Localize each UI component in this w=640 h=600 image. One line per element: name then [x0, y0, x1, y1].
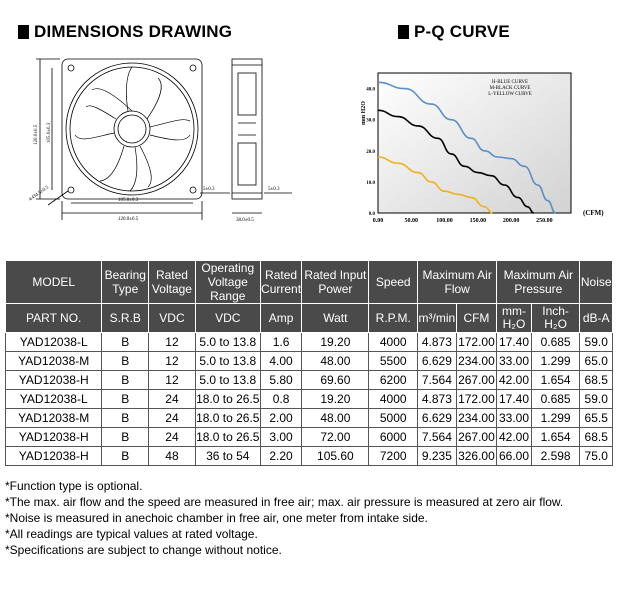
table-cell: 18.0 to 26.5: [195, 390, 260, 409]
table-cell: 59.0: [580, 333, 613, 352]
legend: [488, 80, 532, 97]
table-cell: B: [102, 390, 149, 409]
pq-title: [398, 22, 510, 42]
table-cell: 4.00: [260, 352, 302, 371]
col-bearing-type: Bearing Type: [102, 261, 149, 304]
x-tick-label: 200.00: [502, 218, 520, 224]
unit-watt: Watt: [302, 304, 369, 333]
table-cell: 33.00: [497, 352, 532, 371]
table-cell: YAD12038-H: [6, 428, 102, 447]
table-cell: 65.0: [580, 352, 613, 371]
table-cell: 0.685: [531, 333, 580, 352]
col-max-air-flow: Maximum Air Flow: [418, 261, 497, 304]
table-cell: 24: [149, 390, 196, 409]
table-cell: 48: [149, 447, 196, 466]
table-cell: 33.00: [497, 409, 532, 428]
col-max-air-pressure: Maximum Air Pressure: [497, 261, 580, 304]
unit-amp: Amp: [260, 304, 302, 333]
table-row: [6, 371, 613, 390]
col-rated-current: Rated Current: [260, 261, 302, 304]
x-tick-label: 100.00: [436, 218, 453, 224]
table-cell: B: [102, 352, 149, 371]
title-square-icon: [18, 25, 29, 39]
label-depth: 38.0±0.5: [236, 218, 254, 223]
unit-part-no: PART NO.: [6, 304, 102, 333]
unit-rpm: R.P.M.: [369, 304, 418, 333]
table-row: [6, 333, 613, 352]
table-cell: 66.00: [497, 447, 532, 466]
note-item: *Function type is optional.: [5, 479, 143, 493]
table-cell: 1.6: [260, 333, 302, 352]
table-cell: 69.60: [302, 371, 369, 390]
table-cell: 19.20: [302, 390, 369, 409]
table-cell: 4.873: [418, 333, 457, 352]
pq-chart: [345, 55, 620, 235]
table-cell: 9.235: [418, 447, 457, 466]
legend-item-yellow: L-YELLOW CURVE: [488, 92, 532, 97]
col-operating-voltage: Operating Voltage Range: [195, 261, 260, 304]
col-model: MODEL: [6, 261, 102, 304]
note-item: *All readings are typical values at rated voltage.: [5, 527, 258, 541]
table-cell: 5.0 to 13.8: [195, 333, 260, 352]
table-cell: 17.40: [497, 390, 532, 409]
table-cell: 7.564: [418, 428, 457, 447]
legend-item-black: M-BLACK CURVE: [489, 86, 531, 91]
unit-cfm: CFM: [456, 304, 497, 333]
label-height-hole: 105.0±0.3: [47, 122, 52, 143]
table-row: [6, 428, 613, 447]
table-cell: YAD12038-H: [6, 447, 102, 466]
table-cell: 1.654: [531, 371, 580, 390]
table-cell: 0.8: [260, 390, 302, 409]
y-tick-label: 40.0: [366, 87, 375, 93]
table-cell: 0.685: [531, 390, 580, 409]
table-cell: 7.564: [418, 371, 457, 390]
note-item: *The max. air flow and the speed are measured in free air; max. air pressure is measured at zero air flow.: [5, 495, 564, 509]
label-flange: 5±0.3: [203, 187, 215, 192]
table-header-row-2: [6, 304, 613, 333]
table-cell: 5500: [369, 352, 418, 371]
table-cell: 36 to 54: [195, 447, 260, 466]
table-cell: 3.00: [260, 428, 302, 447]
table-cell: 72.00: [302, 428, 369, 447]
y-tick-label: 20.0: [366, 149, 375, 155]
table-row: [6, 352, 613, 371]
dimensions-title: [18, 22, 232, 42]
table-cell: B: [102, 447, 149, 466]
table-cell: 12: [149, 333, 196, 352]
col-rated-input-power: Rated Input Power: [302, 261, 369, 304]
notes: [5, 478, 563, 558]
spec-table: [5, 260, 613, 466]
table-cell: 6000: [369, 428, 418, 447]
table-cell: B: [102, 409, 149, 428]
table-cell: 105.60: [302, 447, 369, 466]
table-cell: 2.598: [531, 447, 580, 466]
table-cell: 5.0 to 13.8: [195, 352, 260, 371]
y-tick-label: 10.0: [366, 180, 375, 186]
table-cell: 267.00: [456, 428, 497, 447]
table-header-row-1: [6, 261, 613, 304]
unit-srb: S.R.B: [102, 304, 149, 333]
table-cell: 18.0 to 26.5: [195, 409, 260, 428]
dimensions-drawing: [0, 45, 300, 225]
table-cell: 5000: [369, 409, 418, 428]
table-cell: YAD12038-M: [6, 409, 102, 428]
table-cell: 2.20: [260, 447, 302, 466]
table-cell: 24: [149, 428, 196, 447]
table-cell: B: [102, 371, 149, 390]
table-row: [6, 390, 613, 409]
y-axis-label: mm H2O: [361, 101, 367, 125]
x-tick-label: 150.00: [469, 218, 487, 224]
table-cell: 4000: [369, 333, 418, 352]
unit-dba: dB-A: [580, 304, 613, 333]
table-row: [6, 447, 613, 466]
label-hole-dia: 4-Ø4.5±0.3: [28, 185, 51, 203]
table-cell: B: [102, 428, 149, 447]
table-cell: 267.00: [456, 371, 497, 390]
table-cell: 68.5: [580, 371, 613, 390]
table-cell: 4.873: [418, 390, 457, 409]
table-cell: 59.0: [580, 390, 613, 409]
label-flange-side: 5±0.3: [268, 187, 280, 192]
table-cell: 234.00: [456, 409, 497, 428]
x-tick-label: 0.00: [372, 218, 384, 224]
table-cell: YAD12038-H: [6, 371, 102, 390]
col-speed: Speed: [369, 261, 418, 304]
table-cell: 7200: [369, 447, 418, 466]
x-axis-label: (CFM): [583, 209, 604, 217]
table-cell: 6.629: [418, 352, 457, 371]
table-cell: 2.00: [260, 409, 302, 428]
table-cell: B: [102, 333, 149, 352]
pq-title-text: P-Q CURVE: [414, 22, 510, 41]
unit-m3-min: m³/min: [418, 304, 457, 333]
y-tick-label: 30.0: [366, 118, 375, 124]
table-cell: 1.654: [531, 428, 580, 447]
table-cell: 172.00: [456, 333, 497, 352]
table-cell: 68.5: [580, 428, 613, 447]
table-cell: 172.00: [456, 390, 497, 409]
table-cell: 1.299: [531, 352, 580, 371]
note-item: *Noise is measured in anechoic chamber in free air, one meter from intake side.: [5, 511, 428, 525]
title-square-icon: [398, 25, 409, 39]
legend-item-blue: H-BLUE CURVE: [491, 80, 529, 85]
table-cell: 326.00: [456, 447, 497, 466]
x-tick-label: 50.00: [404, 218, 419, 224]
label-width-outer: 120.0±0.5: [118, 217, 139, 222]
table-cell: 6.629: [418, 409, 457, 428]
table-cell: 42.00: [497, 428, 532, 447]
unit-vdc-range: VDC: [195, 304, 260, 333]
dimensions-title-text: DIMENSIONS DRAWING: [34, 22, 233, 41]
table-row: [6, 409, 613, 428]
table-cell: 234.00: [456, 352, 497, 371]
table-cell: 24: [149, 409, 196, 428]
unit-mm-h2o: mm-H₂O: [497, 304, 532, 333]
unit-inch-h2o: Inch-H₂O: [531, 304, 580, 333]
label-height-outer: 120.0±0.5: [34, 124, 39, 145]
table-cell: 75.0: [580, 447, 613, 466]
table-cell: 48.00: [302, 352, 369, 371]
unit-vdc: VDC: [149, 304, 196, 333]
table-cell: 5.0 to 13.8: [195, 371, 260, 390]
table-cell: YAD12038-M: [6, 352, 102, 371]
col-rated-voltage: Rated Voltage: [149, 261, 196, 304]
label-width-hole: 105.0±0.3: [118, 198, 139, 203]
col-noise: Noise: [580, 261, 613, 304]
table-cell: 6200: [369, 371, 418, 390]
table-cell: YAD12038-L: [6, 333, 102, 352]
table-cell: 4000: [369, 390, 418, 409]
table-cell: 5.80: [260, 371, 302, 390]
table-cell: 1.299: [531, 409, 580, 428]
table-cell: 12: [149, 371, 196, 390]
table-cell: 48.00: [302, 409, 369, 428]
table-cell: 19.20: [302, 333, 369, 352]
x-tick-label: 250.00: [536, 218, 553, 224]
table-cell: 17.40: [497, 333, 532, 352]
table-cell: 42.00: [497, 371, 532, 390]
table-cell: YAD12038-L: [6, 390, 102, 409]
note-item: *Specifications are subject to change without notice.: [5, 543, 282, 557]
y-tick-label: 0.0: [368, 212, 375, 217]
table-cell: 18.0 to 26.5: [195, 428, 260, 447]
table-cell: 12: [149, 352, 196, 371]
table-cell: 65.5: [580, 409, 613, 428]
